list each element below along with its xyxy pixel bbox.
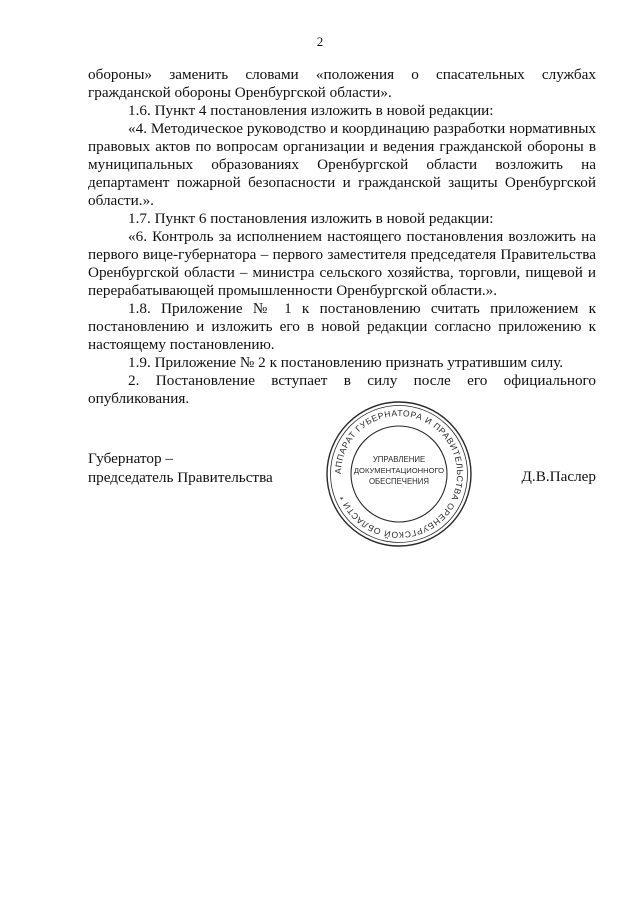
seal-center-line2: ДОКУМЕНТАЦИОННОГО [353, 466, 445, 475]
seal-center-line3: ОБЕСПЕЧЕНИЯ [368, 477, 430, 486]
paragraph-1-7: 1.7. Пункт 6 постановления изложить в новой редакции: [128, 210, 494, 227]
paragraph-item-4: «4. Методическое руководство и координацию разработки нормативных правовых актов по вопросам организации и ведения гражданской обороны в муниципальных образованиях Оренбургской области возложить на департамент пожарной безопасности и гражданской защиты Оренбургской области.». [88, 120, 596, 209]
paragraph-2: 2. Постановление вступает в силу после его официального опубликования. [88, 372, 596, 407]
paragraph-item-6: «6. Контроль за исполнением настоящего постановления возложить на первого вице-губернатора – первого заместителя председателя Правительства Оренбургской области – министра сельского хозяйства, торговли, пищевой и перерабатывающей промышленности Оренбургской области.». [88, 228, 596, 299]
official-seal [323, 398, 475, 550]
page-number: 2 [316, 34, 324, 49]
seal-ring-text: АППАРАТ ГУБЕРНАТОРА И ПРАВИТЕЛЬСТВА ОРЕНБУРГСКОЙ ОБЛАСТИ * [332, 407, 466, 541]
paragraph-1-9: 1.9. Приложение № 2 к постановлению признать утратившим силу. [128, 354, 564, 371]
document-body [88, 66, 596, 408]
signatory-position-line2: председатель Правительства [88, 469, 273, 486]
signatory-name: Д.В.Паслер [521, 468, 596, 485]
paragraph-1-6: 1.6. Пункт 4 постановления изложить в новой редакции: [128, 102, 494, 119]
signatory-position-line1: Губернатор – [88, 450, 173, 467]
paragraph-1-8: 1.8. Приложение № 1 к постановлению считать приложением к постановлению и изложить его в новой редакции согласно приложению к настоящему постановлению. [88, 300, 596, 353]
seal-center-line1: УПРАВЛЕНИЕ [372, 455, 426, 464]
signatory-position [88, 449, 273, 487]
paragraph-continuation: обороны» заменить словами «положения о спасательных службах гражданской обороны Оренбургской области». [88, 66, 596, 101]
